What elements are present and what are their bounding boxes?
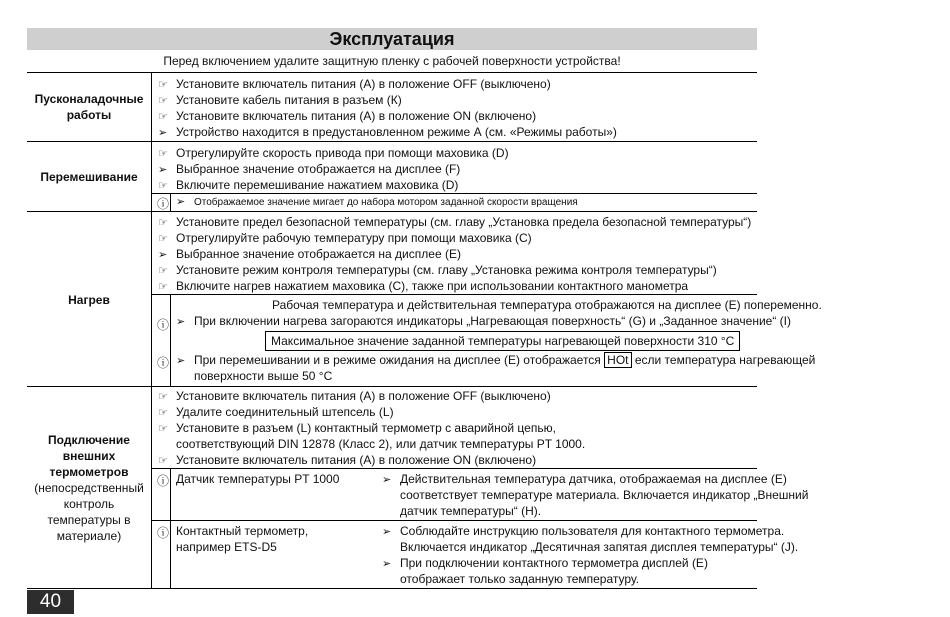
list-item: ☞ Установите включатель питания (А) в положение OFF (выключено) bbox=[158, 77, 551, 91]
hand-icon: ☞ bbox=[158, 148, 168, 160]
hand-icon: ☞ bbox=[158, 79, 168, 91]
hand-icon: ☞ bbox=[158, 111, 168, 123]
list-item: ☞ Установите включатель питания (А) в положение ON (включено) bbox=[158, 453, 537, 467]
contact-thermo-desc: ➢ Соблюдайте инструкцию пользователя для контактного термометра. bbox=[382, 524, 785, 538]
section-label: Нагрев bbox=[27, 212, 152, 387]
page-title: Эксплуатация bbox=[27, 28, 757, 50]
info-icon: ⓘ bbox=[157, 526, 170, 540]
arrow-icon: ➢ bbox=[158, 127, 168, 139]
arrow-icon: ➢ bbox=[176, 316, 186, 328]
max-temp-box: Максимальное значение заданной температуры нагревающей поверхности 310 °С bbox=[265, 331, 740, 351]
hand-icon: ☞ bbox=[158, 391, 168, 403]
hand-icon: ☞ bbox=[158, 217, 168, 229]
contact-thermo-desc-cont: отображает только заданную температуру. bbox=[400, 572, 640, 586]
info-icon: ⓘ bbox=[157, 318, 170, 332]
intro-warning: Перед включением удалите защитную пленку с рабочей поверхности устройства! bbox=[163, 54, 621, 68]
contact-thermo-desc-cont: Включается индикатор „Десятичная запятая дисплея температуры“ (J). bbox=[400, 540, 799, 554]
section-mixing bbox=[27, 141, 757, 212]
list-item: ➢ Выбранное значение отображается на дисплее (F) bbox=[158, 162, 461, 176]
hot-display-indicator: HOt bbox=[604, 352, 631, 368]
list-item: ☞ Включите нагрев нажатием маховика (С), также при использовании контактного манометра bbox=[158, 279, 689, 293]
page-number: 40 bbox=[27, 590, 74, 614]
list-item: ☞ Установите в разъем (L) контактный термометр с аварийной цепью, bbox=[158, 421, 556, 435]
hand-icon: ☞ bbox=[158, 407, 168, 419]
arrow-icon: ➢ bbox=[176, 196, 186, 208]
list-item-cont: соответствующий DIN 12878 (Класс 2), или датчик температуры PT 1000. bbox=[176, 437, 586, 451]
contact-thermo-desc: ➢ При подключении контактного термометра дисплей (Е) bbox=[382, 556, 708, 570]
heating-note-hot-cont: поверхности выше 50 °С bbox=[194, 369, 333, 383]
contact-thermo-name: например ETS-D5 bbox=[176, 540, 277, 554]
heating-note-hot: ➢ При перемешивании и в режиме ожидания на дисплее (Е) отображается HOt если температура нагревающей bbox=[176, 353, 816, 367]
hand-icon: ☞ bbox=[158, 423, 168, 435]
list-item: ☞ Удалите соединительный штепсель (L) bbox=[158, 405, 394, 419]
list-item: ☞ Установите кабель питания в разъем (К) bbox=[158, 93, 402, 107]
list-item: ☞ Отрегулируйте рабочую температуру при помощи маховика (С) bbox=[158, 231, 532, 245]
info-icon: ⓘ bbox=[157, 474, 170, 488]
contact-thermo-name: Контактный термометр, bbox=[176, 524, 309, 538]
heating-note-main: ➢ При включении нагрева загораются индикаторы „Нагревающая поверхность“ (G) и „Заданное значение“ (I) bbox=[176, 314, 791, 328]
heating-note-top: Рабочая температура и действительная температура отображаются на дисплее (Е) попеременно. bbox=[272, 298, 822, 312]
arrow-icon: ➢ bbox=[382, 526, 392, 538]
pt1000-desc-cont: соответствует температуре материала. Включается индикатор „Внешний bbox=[400, 488, 809, 502]
arrow-icon: ➢ bbox=[158, 249, 168, 261]
list-item: ☞ Установите включатель питания (А) в положение ON (включено) bbox=[158, 109, 537, 123]
instructions-table bbox=[27, 72, 822, 589]
arrow-icon: ➢ bbox=[382, 558, 392, 570]
arrow-icon: ➢ bbox=[176, 355, 186, 367]
hand-icon: ☞ bbox=[158, 281, 168, 293]
list-item: ➢ Устройство находится в предустановленном режиме А (см. «Режимы работы») bbox=[158, 125, 617, 139]
section-heating bbox=[27, 211, 822, 387]
list-item: ☞ Установите включатель питания (А) в положение OFF (выключено) bbox=[158, 389, 551, 403]
hand-icon: ☞ bbox=[158, 95, 168, 107]
mixing-note: ➢ Отображаемое значение мигает до набора мотором заданной скорости вращения bbox=[176, 196, 578, 208]
pt1000-desc-cont: датчик температуры“ (Н). bbox=[400, 504, 542, 518]
section-external bbox=[27, 386, 809, 589]
section-label: Подключение внешних термометров (непосредственный контроль температуры в материале) bbox=[27, 387, 152, 589]
list-item: ☞ Установите предел безопасной температуры (см. главу „Установка предела безопасной температуры“) bbox=[158, 215, 752, 229]
section-startup bbox=[27, 73, 757, 141]
arrow-icon: ➢ bbox=[158, 164, 168, 176]
pt1000-name: Датчик температуры PT 1000 bbox=[176, 472, 340, 486]
pt1000-desc: ➢ Действительная температура датчика, отображаемая на дисплее (Е) bbox=[382, 472, 787, 486]
arrow-icon: ➢ bbox=[382, 474, 392, 486]
section-label: Пусконаладочные работы bbox=[27, 73, 152, 141]
info-icon: ⓘ bbox=[157, 356, 170, 370]
list-item: ☞ Включите перемешивание нажатием маховика (D) bbox=[158, 178, 459, 192]
list-item: ➢ Выбранное значение отображается на дисплее (Е) bbox=[158, 247, 461, 261]
hand-icon: ☞ bbox=[158, 180, 168, 192]
hand-icon: ☞ bbox=[158, 265, 168, 277]
hand-icon: ☞ bbox=[158, 455, 168, 467]
list-item: ☞ Отрегулируйте скорость привода при помощи маховика (D) bbox=[158, 146, 509, 160]
info-icon: ⓘ bbox=[157, 197, 170, 211]
hand-icon: ☞ bbox=[158, 233, 168, 245]
list-item: ☞ Установите режим контроля температуры (см. главу „Установка режима контроля температуры“) bbox=[158, 263, 717, 277]
section-label: Перемешивание bbox=[27, 142, 152, 212]
